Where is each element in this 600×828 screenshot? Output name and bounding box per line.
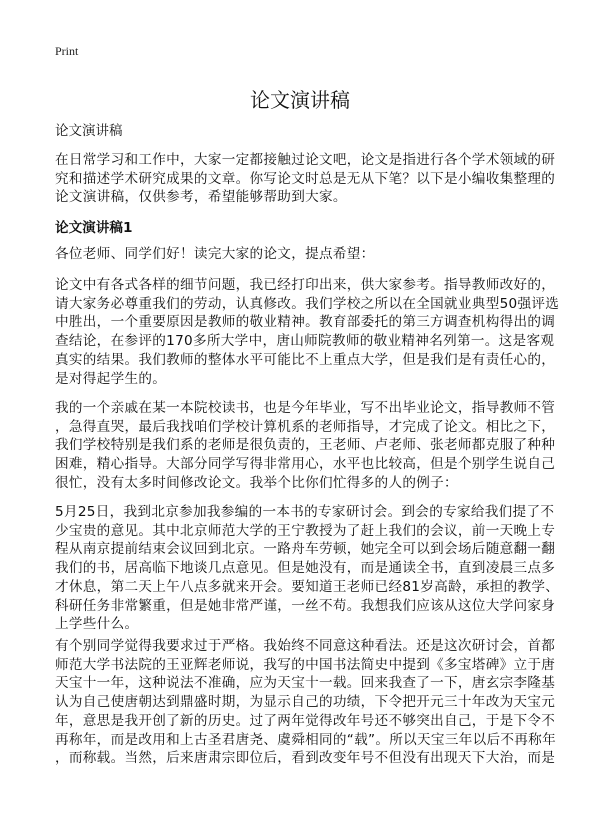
- text-line: 才休息，第二天上午八点多就来开会。要知道王老师已经81岁高龄，承担的教学、: [55, 578, 560, 595]
- text-line: 有个别同学觉得我要求过于严格。我始终不同意这种看法。还是这次研讨会，首都: [55, 638, 556, 654]
- text-line: ，急得直哭，最后我找咱们学校计算机系的老师指导，才完成了论文。相比之下，: [55, 418, 556, 435]
- page-title: 论文演讲稿: [250, 88, 350, 112]
- print-link[interactable]: Print: [55, 44, 79, 58]
- text-line: 认为自己使唐朝达到鼎盛时期，为显示自己的功绩，下令把开元三十年改为天宝元: [55, 694, 556, 711]
- text-line: 再称年，而是改用和上古圣君唐尧、虞舜相同的“载”。所以天宝三年以后不再称年: [55, 731, 556, 748]
- text-line: 我们学校特别是我们系的老师是很负责的，王老师、卢老师、张老师都克服了种种: [55, 437, 556, 454]
- intro-paragraph: [55, 151, 555, 207]
- document-subtitle: 论文演讲稿: [55, 123, 123, 139]
- text-line: 5月25日，我到北京参加我参编的一本书的专家研讨会。到会的专家给我们提了不: [55, 504, 555, 520]
- paragraph-1: [55, 276, 559, 388]
- text-line: ，而称载。当然，后来唐肃宗即位后，看到改变年号不但没有出现天下大治，而是: [55, 750, 556, 767]
- text-line: 在日常学习和工作中，大家一定都接触过论文吧，论文是指进行各个学术领域的研: [55, 152, 556, 168]
- text-line: 是对得起学生的。: [55, 370, 167, 387]
- text-line: 很忙，没有太多时间修改论文。我举个比你们忙得多的人的例子：: [55, 474, 458, 491]
- paragraph-4: [55, 637, 556, 768]
- text-line: 中胜出，一个重要原因是教师的敬业精神。教育部委托的第三方调查机构得出的调: [55, 314, 556, 331]
- text-line: 真实的结果。我们教师的整体水平可能比不上重点大学，但是我们是有责任心的，: [55, 351, 556, 368]
- text-line: 困难，精心指导。大部分同学写得非常用心，水平也比较高，但是个别学生说自己: [55, 456, 556, 473]
- text-line: 上学些什么。: [55, 616, 139, 633]
- section-heading: 论文演讲稿1: [55, 220, 133, 236]
- text-line: 年，意思是我开创了新的历史。过了两年觉得改年号还不够突出自己，于是下令不: [55, 712, 556, 729]
- text-line: 论文中有各式各样的细节问题，我已经打印出来，供大家参考。指导教师改好的，: [55, 277, 556, 293]
- text-line: 科研任务非常繁重，但是她非常严谨，一丝不苟。我想我们应该从这位大学问家身: [55, 597, 556, 614]
- paragraph-2: [55, 399, 555, 493]
- text-line: 论文演讲稿，仅供参考，希望能够帮助到大家。: [55, 189, 347, 206]
- text-line: 我的一个亲戚在某一本院校读书，也是今年毕业，写不出毕业论文，指导教师不管: [55, 400, 556, 416]
- text-line: 程从南京提前结束会议回到北京。一路舟车劳顿，她完全可以到会场后随意翻一翻: [55, 541, 556, 558]
- text-line: 师范大学书法院的王亚辉老师说，我写的中国书法简史中提到《多宝塔碑》立于唐: [55, 656, 556, 673]
- greeting-paragraph: 各位老师、同学们好！读完大家的论文，提点希望：: [55, 246, 375, 262]
- text-line: 少宝贵的意见。其中北京师范大学的王宁教授为了赶上我们的会议，前一天晚上专: [55, 522, 556, 539]
- text-line: 我们的书，居高临下地谈几点意见。但是她没有，而是通读全书，直到凌晨三点多: [55, 560, 556, 577]
- paragraph-3: [55, 503, 559, 634]
- text-line: 请大家务必尊重我们的劳动，认真修改。我们学校之所以在全国就业典型50强评选: [55, 295, 560, 312]
- text-line: 查结论，在参评的170多所大学中，唐山师院教师的敬业精神名列第一。这是客观: [55, 333, 555, 350]
- text-line: 天宝十一年，这种说法不准确，应为天宝十一载。回来我查了一下，唐玄宗李隆基: [55, 675, 556, 692]
- text-line: 究和描述学术研究成果的文章。你写论文时总是无从下笔？以下是小编收集整理的: [55, 170, 556, 187]
